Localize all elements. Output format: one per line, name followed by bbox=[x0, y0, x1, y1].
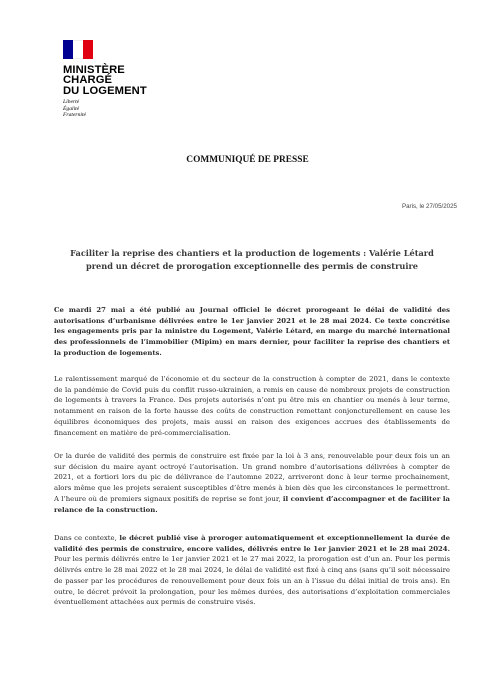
context-paragraph: Le ralentissement marqué de l’économie et du secteur de la construction à compter de 2021, dans le contexte de la pandémie de Covid puis du conflit russo-ukrainien, a remis en cause de nombreux projets de construction de logements à travers la France. Des projets autorisés n’ont pu être mis en chantier ou menés à leur terme, notamment en raison de la forte hausse des coûts de construction remettant conjoncturellement en cause les équilibres économiques des projets, mais aussi en raison des exigences accrues des établissements de financement en matière de pré-commercialisation. bbox=[54, 375, 450, 437]
document-type-title: COMMUNIQUÉ DE PRESSE bbox=[186, 155, 309, 165]
decree-paragraph bbox=[54, 533, 450, 608]
decree-intro: Dans ce contexte, bbox=[54, 534, 120, 542]
french-flag-icon bbox=[63, 40, 93, 59]
motto-line-1: Liberté bbox=[63, 99, 80, 106]
press-release-headline: Faciliter la reprise des chantiers et la production de logements : Valérie Létard prend un décret de prorogation exceptionnelle des permis de construire bbox=[70, 248, 434, 271]
republic-motto bbox=[63, 99, 176, 118]
flag-blue-band bbox=[63, 40, 73, 59]
flag-red-band bbox=[83, 40, 93, 59]
place-and-date: Paris, le 27/05/2025 bbox=[401, 203, 457, 210]
ministry-line-1: MINISTÈRE bbox=[63, 64, 125, 76]
decree-details: Pour les permis délivrés entre le 1er janvier 2021 et le 27 mai 2022, la prorogation est d’un an. Pour les permis délivrés entre le 28 mai 2022 et le 28 mai 2024, le délai de validité est fixé à cinq ans (sans qu’il soit nécessaire de passer par les procédures de renouvellement pour deux fois un an à l’issue du délai initial de trois ans). En outre, le décret prévoit la prolongation, pour les mêmes durées, des autorisations d’exploitation commerciales éventuellement attachées aux permis de construire visés. bbox=[54, 555, 450, 607]
motto-line-3: Fraternité bbox=[63, 112, 86, 119]
ministry-name bbox=[63, 65, 176, 96]
ministry-logo bbox=[56, 40, 176, 118]
ministry-line-3: DU LOGEMENT bbox=[63, 84, 147, 97]
validity-paragraph bbox=[54, 451, 450, 515]
validity-text: Or la durée de validité des permis de construire est fixée par la loi à 3 ans, renouvelable pour deux fois un an sur décision du maire ayant octroyé l’autorisation. Un grand nombre d’autorisations délivrées à compter de 2021, et a fortiori lors du pic de délivrance de l’automne 2022, arriveront donc à leur terme prochainement, alors même que les projets seraient susceptibles d’être menés à bien dès que les circonstances le permettront. A l’heure où de premiers signaux positifs de reprise se font jour, bbox=[54, 452, 450, 503]
decree-key-measure: le décret publié vise à proroger automatiquement et exceptionnellement la durée de validité des permis de construire, encore valides, délivrés entre le 1er janvier 2021 et le 28 mai 2024. bbox=[54, 534, 450, 553]
lead-paragraph: Ce mardi 27 mai a été publié au Journal officiel le décret prorogeant le délai de validité des autorisations d’urbanisme délivrées entre le 1er janvier 2021 et le 28 mai 2024. Ce texte concrétise les engagements pris par la ministre du Logement, Valérie Létard, en marge du marché international des professionnels de l’immobilier (Mipim) en mars dernier, pour faciliter la reprise des chantiers et la production de logements. bbox=[54, 306, 450, 357]
ministry-line-2: CHARGÉ bbox=[63, 74, 113, 87]
flag-white-band bbox=[73, 40, 83, 59]
validity-conclusion: il convient d’accompagner et de faciliter la relance de la construction. bbox=[54, 494, 450, 514]
motto-line-2: Égalité bbox=[63, 105, 80, 112]
